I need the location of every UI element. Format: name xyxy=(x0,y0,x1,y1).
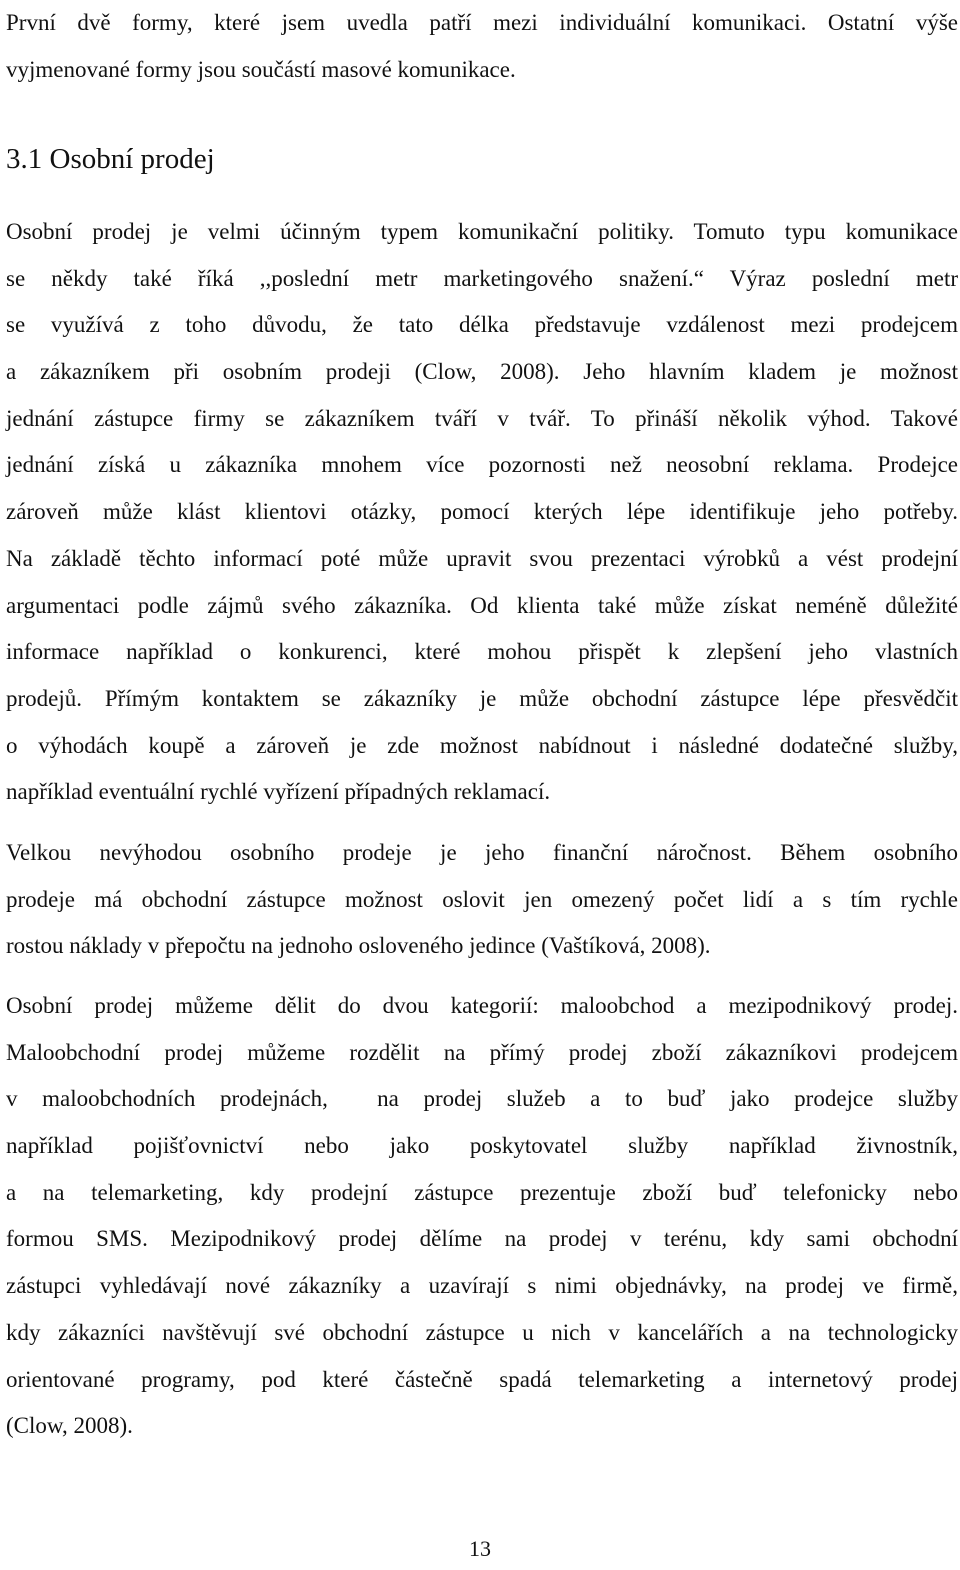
text-line: zástupci vyhledávají nové zákazníky a uzavírají s nimi objednávky, na prodej ve firmě, xyxy=(6,1273,958,1299)
text-line: prodeje má obchodní zástupce možnost oslovit jen omezený počet lidí a s tím rychle xyxy=(6,886,958,912)
text-line: rostou náklady v přepočtu na jednoho osloveného jedince (Vaštíková, 2008). xyxy=(6,933,711,959)
text-line: například pojišťovnictví nebo jako poskytovatel služby například živnostník, xyxy=(6,1133,958,1159)
text-line: Osobní prodej je velmi účinným typem komunikační politiky. Tomuto typu komunikace xyxy=(6,219,958,244)
text-line: se někdy také říká ,,poslední metr marketingového snažení.“ Výraz poslední metr xyxy=(6,265,958,291)
text-line: Na základě těchto informací poté může upravit svou prezentaci výrobků a vést prodejní xyxy=(6,545,958,571)
text-line: v maloobchodních prodejnách, na prodej služeb a to buď jako prodejce služby xyxy=(6,1086,958,1112)
text-line: například eventuální rychlé vyřízení případných reklamací. xyxy=(6,779,551,805)
section-heading: 3.1 Osobní prodej xyxy=(6,143,215,175)
text-line: zároveň může klást klientovi otázky, pomocí kterých lépe identifikuje jeho potřeby. xyxy=(6,499,958,525)
text-line: jednání získá u zákazníka mnohem více pozornosti než neosobní reklama. Prodejce xyxy=(6,452,958,478)
text-line: o výhodách koupě a zároveň je zde možnost nabídnout i následné dodatečné služby, xyxy=(6,732,958,758)
text-line: se využívá z toho důvodu, že tato délka představuje vzdálenost mezi prodejcem xyxy=(6,312,958,338)
paragraph-disadvantage xyxy=(6,830,958,970)
page-number: 13 xyxy=(469,1536,491,1561)
text-line: Osobní prodej můžeme dělit do dvou kategorií: maloobchod a mezipodnikový prodej. xyxy=(6,993,958,1018)
text-line: Maloobchodní prodej můžeme rozdělit na přímý prodej zboží zákazníkovi prodejcem xyxy=(6,1039,958,1065)
text-line: argumentaci podle zájmů svého zákazníka. Od klienta také může získat neméně důležité xyxy=(6,592,958,618)
text-line: vyjmenované formy jsou součástí masové komunikace. xyxy=(6,56,516,82)
text-line: orientované programy, pod které částečně spadá telemarketing a internetový prodej xyxy=(6,1366,958,1392)
text-line: prodejů. Přímým kontaktem se zákazníky je může obchodní zástupce lépe přesvědčit xyxy=(6,685,958,711)
paragraph-personal-selling xyxy=(6,209,958,816)
text-line: kdy zákazníci navštěvují své obchodní zástupce u nich v kancelářích a na technologicky xyxy=(6,1319,958,1345)
text-line: První dvě formy, které jsem uvedla patří mezi individuální komunikaci. Ostatní výše xyxy=(6,10,958,35)
text-line: informace například o konkurenci, které mohou přispět k zlepšení jeho vlastních xyxy=(6,639,958,665)
text-line: a zákazníkem při osobním prodeji (Clow, 2008). Jeho hlavním kladem je možnost xyxy=(6,359,958,385)
intro-paragraph xyxy=(6,0,958,93)
text-line: formou SMS. Mezipodnikový prodej dělíme na prodej v terénu, kdy sami obchodní xyxy=(6,1226,958,1252)
text-line: (Clow, 2008). xyxy=(6,1413,133,1439)
text-line: a na telemarketing, kdy prodejní zástupce prezentuje zboží buď telefonicky nebo xyxy=(6,1179,958,1205)
paragraph-categories xyxy=(6,983,958,1450)
text-line: jednání zástupce firmy se zákazníkem tváří v tvář. To přináší několik výhod. Takové xyxy=(6,405,958,431)
text-line: Velkou nevýhodou osobního prodeje je jeho finanční náročnost. Během osobního xyxy=(6,840,958,865)
